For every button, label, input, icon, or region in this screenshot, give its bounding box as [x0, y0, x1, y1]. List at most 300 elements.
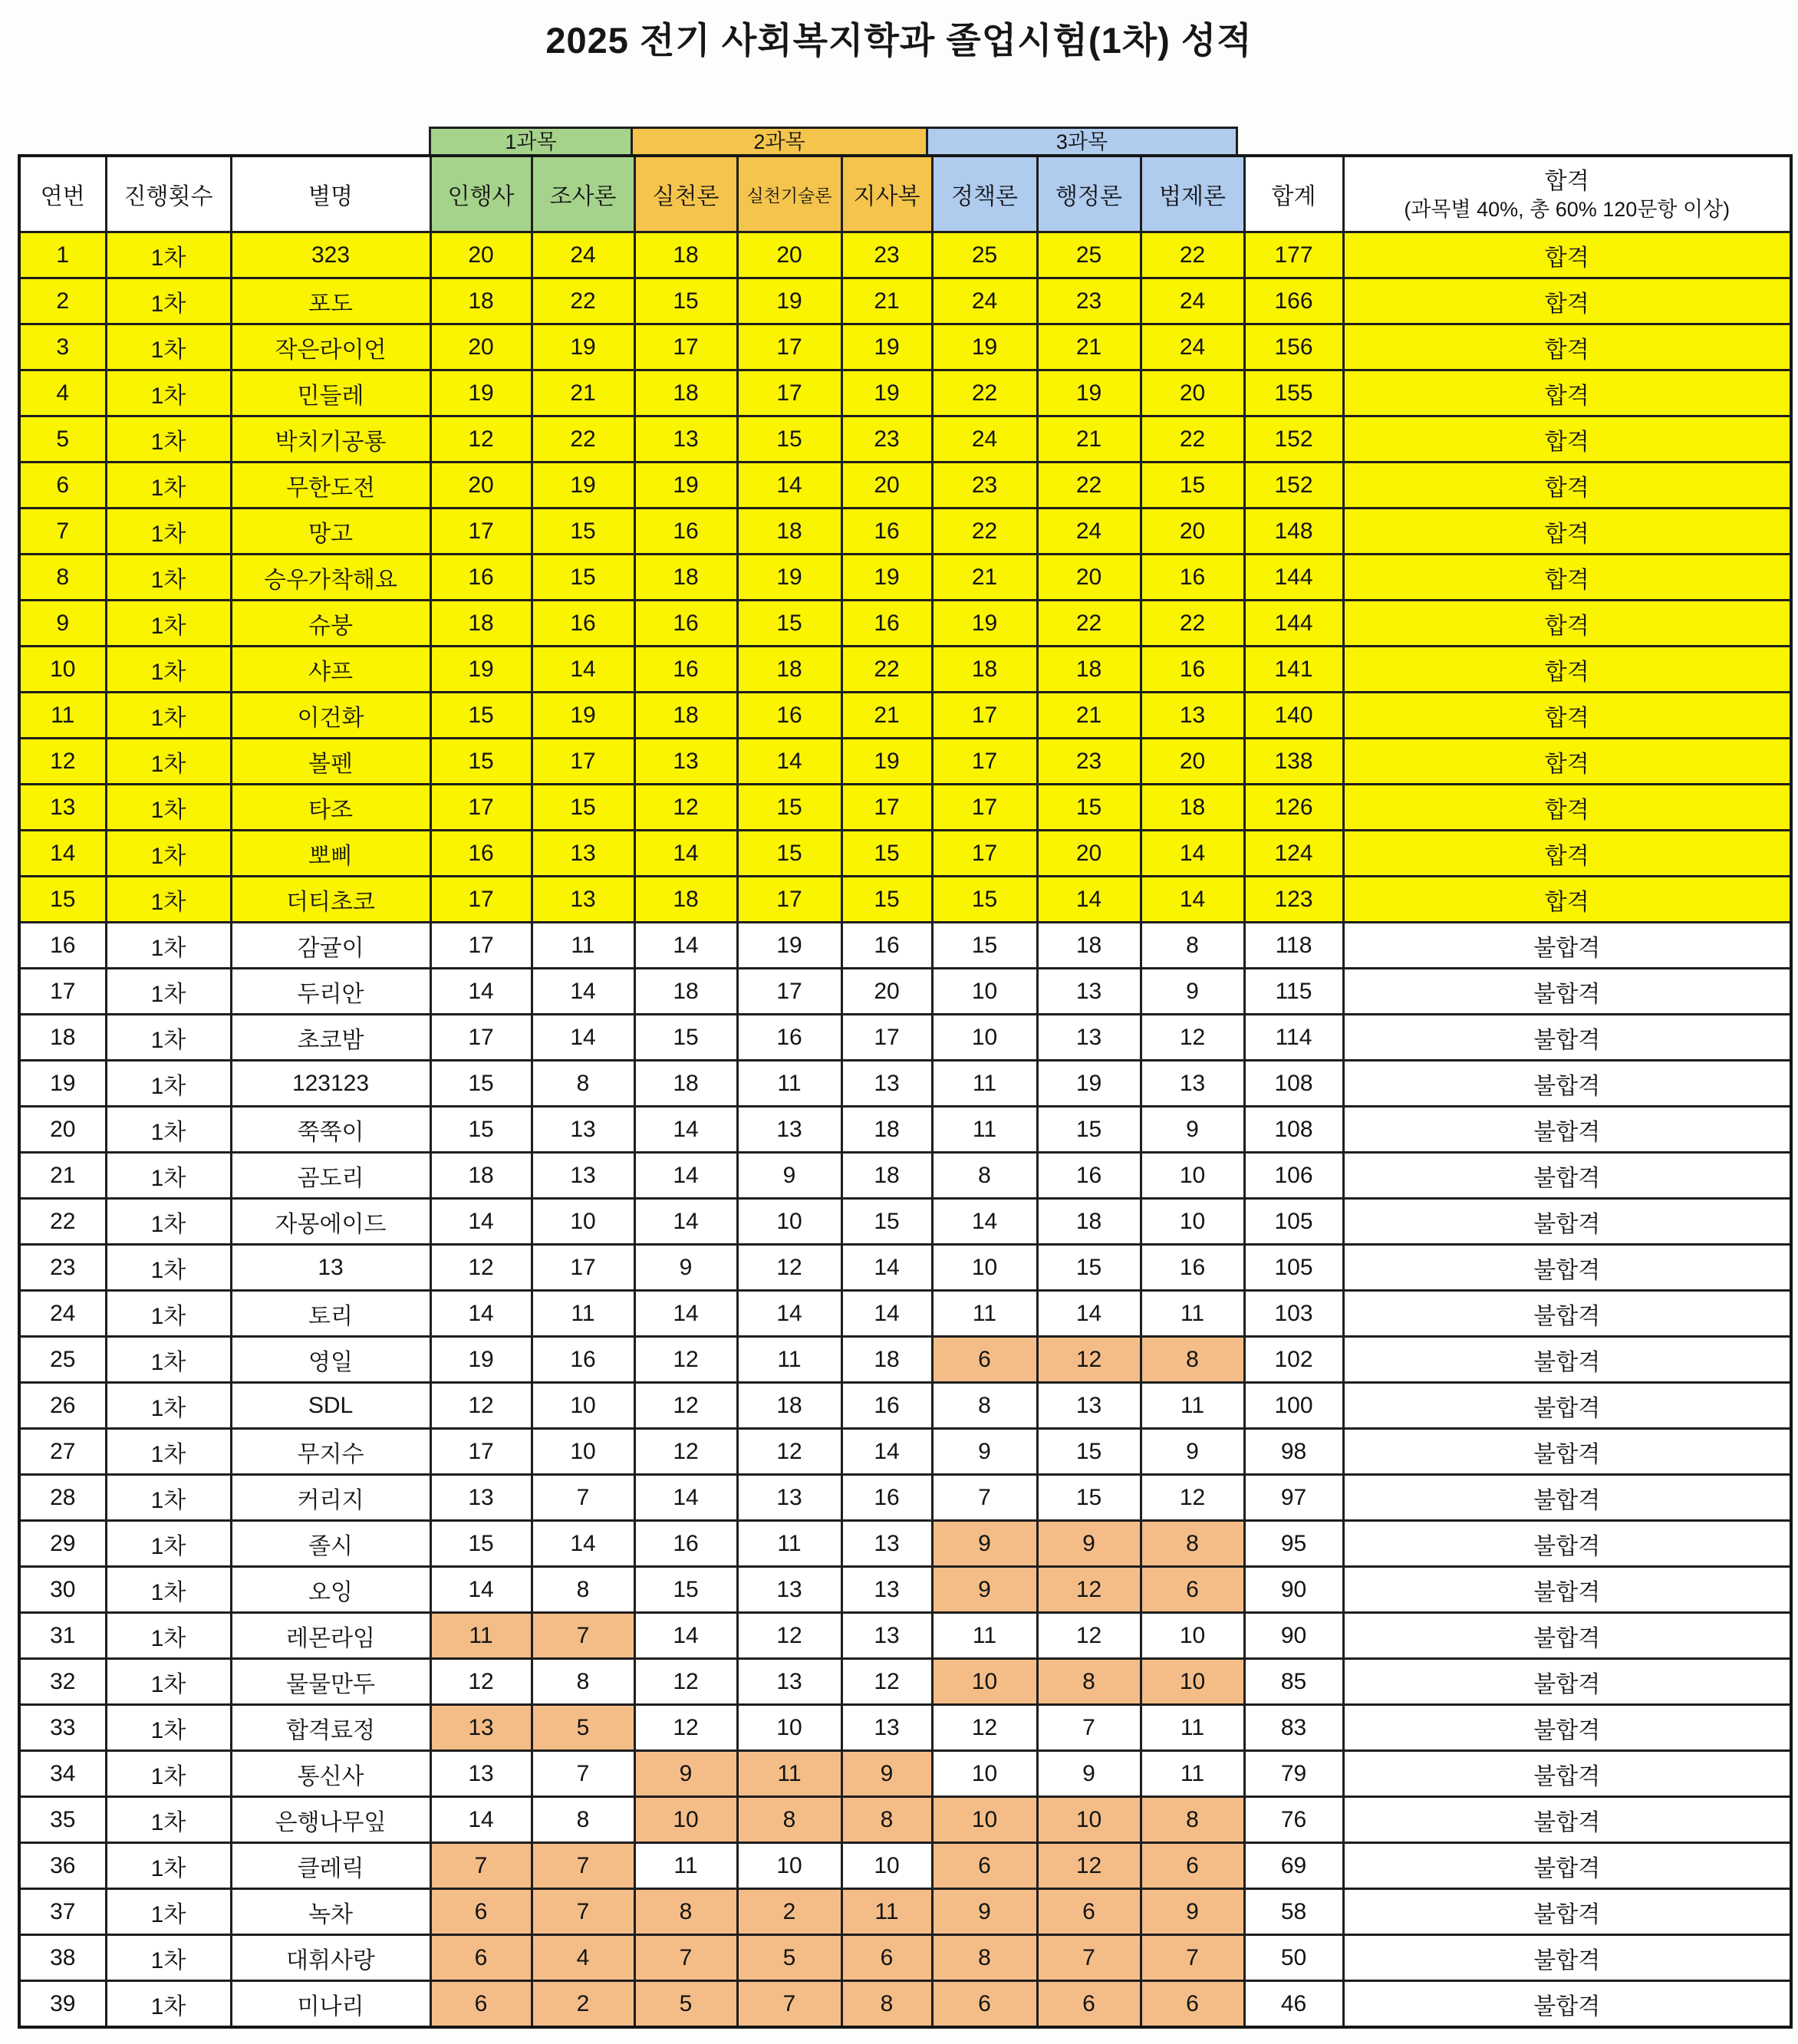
- total-cell: 106: [1244, 1153, 1343, 1199]
- result-cell: 합격: [1343, 647, 1791, 693]
- table-row: [19, 278, 1791, 324]
- serial-cell: 7: [19, 509, 106, 555]
- nickname-cell: 합격료정: [231, 1705, 430, 1751]
- score-cell-subj-4: 12: [737, 1429, 841, 1475]
- nickname-cell: 슈붕: [231, 601, 430, 647]
- table-row: [19, 1567, 1791, 1613]
- score-cell-subj-1: 14: [430, 969, 532, 1015]
- serial-cell: 34: [19, 1751, 106, 1797]
- score-cell-subj-1: 19: [430, 1337, 532, 1383]
- score-cell-subj-3: 12: [634, 1337, 737, 1383]
- column-header-subj-5: 지사복: [841, 156, 932, 232]
- round-cell: 1차: [106, 831, 231, 877]
- score-cell-subj-4: 13: [737, 1107, 841, 1153]
- score-cell-subj-2: 2: [532, 1981, 634, 2028]
- result-cell: 불합격: [1343, 1613, 1791, 1659]
- score-cell-subj-3: 10: [634, 1797, 737, 1843]
- total-cell: 102: [1244, 1337, 1343, 1383]
- round-cell: 1차: [106, 1153, 231, 1199]
- table-row: [19, 601, 1791, 647]
- score-cell-subj-2: 15: [532, 785, 634, 831]
- score-cell-subj-4: 15: [737, 416, 841, 462]
- round-cell: 1차: [106, 1199, 231, 1245]
- nickname-cell: 커리지: [231, 1475, 430, 1521]
- total-cell: 90: [1244, 1613, 1343, 1659]
- round-cell: 1차: [106, 509, 231, 555]
- score-cell-subj-7: 6: [1037, 1981, 1141, 2028]
- score-cell-subj-5: 14: [841, 1245, 932, 1291]
- score-cell-subj-6: 19: [932, 324, 1037, 370]
- score-cell-subj-2: 8: [532, 1797, 634, 1843]
- nickname-cell: 물물만두: [231, 1659, 430, 1705]
- score-cell-subj-4: 19: [737, 555, 841, 601]
- score-cell-subj-6: 8: [932, 1383, 1037, 1429]
- serial-cell: 18: [19, 1015, 106, 1061]
- band-spacer: [18, 127, 429, 154]
- score-cell-subj-5: 20: [841, 969, 932, 1015]
- serial-cell: 35: [19, 1797, 106, 1843]
- score-cell-subj-6: 10: [932, 1797, 1037, 1843]
- score-cell-subj-4: 10: [737, 1705, 841, 1751]
- score-cell-subj-5: 21: [841, 278, 932, 324]
- results-body: [19, 232, 1791, 2028]
- score-cell-subj-7: 12: [1037, 1613, 1141, 1659]
- nickname-cell: 승우가착해요: [231, 555, 430, 601]
- table-row: [19, 509, 1791, 555]
- nickname-cell: 무한도전: [231, 462, 430, 509]
- table-row: [19, 1797, 1791, 1843]
- score-cell-subj-6: 11: [932, 1291, 1037, 1337]
- score-cell-subj-4: 18: [737, 509, 841, 555]
- serial-cell: 26: [19, 1383, 106, 1429]
- score-cell-subj-6: 17: [932, 693, 1037, 739]
- total-cell: 140: [1244, 693, 1343, 739]
- table-row: [19, 693, 1791, 739]
- score-cell-subj-6: 18: [932, 647, 1037, 693]
- score-cell-subj-3: 15: [634, 1567, 737, 1613]
- result-cell: 합격: [1343, 877, 1791, 923]
- round-cell: 1차: [106, 1797, 231, 1843]
- serial-cell: 37: [19, 1889, 106, 1935]
- serial-cell: 10: [19, 647, 106, 693]
- score-cell-subj-5: 18: [841, 1107, 932, 1153]
- score-cell-subj-4: 15: [737, 831, 841, 877]
- total-cell: 105: [1244, 1199, 1343, 1245]
- score-cell-subj-6: 12: [932, 1705, 1037, 1751]
- score-cell-subj-1: 18: [430, 1153, 532, 1199]
- total-cell: 156: [1244, 324, 1343, 370]
- round-cell: 1차: [106, 1567, 231, 1613]
- score-cell-subj-8: 16: [1141, 647, 1244, 693]
- serial-cell: 4: [19, 370, 106, 416]
- score-cell-subj-7: 22: [1037, 462, 1141, 509]
- score-cell-subj-8: 6: [1141, 1981, 1244, 2028]
- score-cell-subj-5: 23: [841, 232, 932, 278]
- serial-cell: 11: [19, 693, 106, 739]
- score-cell-subj-3: 12: [634, 1383, 737, 1429]
- result-cell: 불합격: [1343, 1383, 1791, 1429]
- round-cell: 1차: [106, 416, 231, 462]
- result-cell: 합격: [1343, 370, 1791, 416]
- table-row: [19, 1061, 1791, 1107]
- score-cell-subj-1: 13: [430, 1475, 532, 1521]
- total-cell: 118: [1244, 923, 1343, 969]
- total-cell: 50: [1244, 1935, 1343, 1981]
- nickname-cell: 영일: [231, 1337, 430, 1383]
- result-cell: 합격: [1343, 232, 1791, 278]
- table-row: [19, 1291, 1791, 1337]
- table-row: [19, 416, 1791, 462]
- score-cell-subj-4: 11: [737, 1751, 841, 1797]
- result-cell: 합격: [1343, 509, 1791, 555]
- nickname-cell: 볼펜: [231, 739, 430, 785]
- score-cell-subj-5: 15: [841, 1199, 932, 1245]
- score-cell-subj-8: 8: [1141, 1521, 1244, 1567]
- nickname-cell: 초코밤: [231, 1015, 430, 1061]
- column-header-round: 진행횟수: [106, 156, 231, 232]
- score-cell-subj-8: 8: [1141, 923, 1244, 969]
- score-cell-subj-3: 11: [634, 1843, 737, 1889]
- score-cell-subj-3: 8: [634, 1889, 737, 1935]
- column-header-subj-8: 법제론: [1141, 156, 1244, 232]
- score-cell-subj-2: 14: [532, 1015, 634, 1061]
- round-cell: 1차: [106, 1521, 231, 1567]
- score-cell-subj-2: 13: [532, 877, 634, 923]
- table-row: [19, 1659, 1791, 1705]
- score-cell-subj-7: 12: [1037, 1843, 1141, 1889]
- nickname-cell: 졸시: [231, 1521, 430, 1567]
- score-cell-subj-2: 15: [532, 555, 634, 601]
- score-cell-subj-2: 10: [532, 1199, 634, 1245]
- score-cell-subj-5: 13: [841, 1613, 932, 1659]
- score-cell-subj-8: 22: [1141, 601, 1244, 647]
- total-cell: 108: [1244, 1061, 1343, 1107]
- table-row: [19, 1843, 1791, 1889]
- score-cell-subj-8: 11: [1141, 1705, 1244, 1751]
- nickname-cell: 민들레: [231, 370, 430, 416]
- round-cell: 1차: [106, 1475, 231, 1521]
- score-cell-subj-5: 14: [841, 1291, 932, 1337]
- subject-group-band: [18, 127, 1798, 154]
- score-cell-subj-7: 23: [1037, 739, 1141, 785]
- score-cell-subj-1: 12: [430, 1383, 532, 1429]
- total-cell: 124: [1244, 831, 1343, 877]
- result-cell: 불합격: [1343, 1935, 1791, 1981]
- table-row: [19, 324, 1791, 370]
- score-cell-subj-4: 15: [737, 601, 841, 647]
- total-cell: 166: [1244, 278, 1343, 324]
- score-cell-subj-3: 15: [634, 278, 737, 324]
- score-cell-subj-8: 7: [1141, 1935, 1244, 1981]
- result-cell: 합격: [1343, 278, 1791, 324]
- score-cell-subj-6: 10: [932, 1245, 1037, 1291]
- score-cell-subj-7: 9: [1037, 1521, 1141, 1567]
- score-cell-subj-4: 17: [737, 324, 841, 370]
- score-cell-subj-2: 19: [532, 462, 634, 509]
- table-row: [19, 1107, 1791, 1153]
- score-cell-subj-2: 16: [532, 601, 634, 647]
- result-cell: 불합격: [1343, 1015, 1791, 1061]
- column-header-no: 연번: [19, 156, 106, 232]
- table-row: [19, 969, 1791, 1015]
- score-cell-subj-3: 13: [634, 739, 737, 785]
- table-row: [19, 555, 1791, 601]
- score-cell-subj-8: 9: [1141, 1429, 1244, 1475]
- score-cell-subj-5: 6: [841, 1935, 932, 1981]
- round-cell: 1차: [106, 601, 231, 647]
- serial-cell: 36: [19, 1843, 106, 1889]
- nickname-cell: 녹차: [231, 1889, 430, 1935]
- score-cell-subj-4: 17: [737, 877, 841, 923]
- total-cell: 46: [1244, 1981, 1343, 2028]
- score-cell-subj-3: 14: [634, 1475, 737, 1521]
- serial-cell: 20: [19, 1107, 106, 1153]
- score-cell-subj-7: 8: [1037, 1659, 1141, 1705]
- score-cell-subj-7: 13: [1037, 1383, 1141, 1429]
- result-cell: 불합격: [1343, 1153, 1791, 1199]
- round-cell: 1차: [106, 1107, 231, 1153]
- total-cell: 105: [1244, 1245, 1343, 1291]
- total-cell: 152: [1244, 462, 1343, 509]
- nickname-cell: 감귤이: [231, 923, 430, 969]
- score-cell-subj-5: 23: [841, 416, 932, 462]
- score-cell-subj-2: 16: [532, 1337, 634, 1383]
- score-cell-subj-5: 19: [841, 739, 932, 785]
- score-cell-subj-1: 18: [430, 601, 532, 647]
- serial-cell: 22: [19, 1199, 106, 1245]
- total-cell: 115: [1244, 969, 1343, 1015]
- score-cell-subj-3: 18: [634, 877, 737, 923]
- score-cell-subj-3: 9: [634, 1245, 737, 1291]
- score-cell-subj-2: 8: [532, 1061, 634, 1107]
- round-cell: 1차: [106, 1981, 231, 2028]
- serial-cell: 5: [19, 416, 106, 462]
- score-cell-subj-7: 21: [1037, 693, 1141, 739]
- score-cell-subj-4: 19: [737, 278, 841, 324]
- serial-cell: 14: [19, 831, 106, 877]
- score-cell-subj-1: 13: [430, 1705, 532, 1751]
- score-cell-subj-7: 15: [1037, 1429, 1141, 1475]
- score-cell-subj-6: 6: [932, 1337, 1037, 1383]
- score-cell-subj-6: 24: [932, 416, 1037, 462]
- score-cell-subj-4: 2: [737, 1889, 841, 1935]
- total-cell: 58: [1244, 1889, 1343, 1935]
- score-cell-subj-2: 22: [532, 278, 634, 324]
- table-row: [19, 1751, 1791, 1797]
- score-cell-subj-8: 6: [1141, 1843, 1244, 1889]
- round-cell: 1차: [106, 1337, 231, 1383]
- table-row: [19, 1337, 1791, 1383]
- round-cell: 1차: [106, 1843, 231, 1889]
- score-cell-subj-1: 20: [430, 462, 532, 509]
- score-cell-subj-8: 10: [1141, 1199, 1244, 1245]
- score-cell-subj-2: 15: [532, 509, 634, 555]
- score-cell-subj-1: 15: [430, 739, 532, 785]
- score-cell-subj-5: 17: [841, 1015, 932, 1061]
- total-cell: 97: [1244, 1475, 1343, 1521]
- score-cell-subj-6: 10: [932, 1659, 1037, 1705]
- score-cell-subj-3: 9: [634, 1751, 737, 1797]
- score-cell-subj-4: 9: [737, 1153, 841, 1199]
- score-cell-subj-5: 17: [841, 785, 932, 831]
- total-cell: 79: [1244, 1751, 1343, 1797]
- score-cell-subj-7: 12: [1037, 1337, 1141, 1383]
- round-cell: 1차: [106, 1291, 231, 1337]
- table-row: [19, 785, 1791, 831]
- score-cell-subj-3: 18: [634, 555, 737, 601]
- score-cell-subj-2: 10: [532, 1383, 634, 1429]
- total-cell: 103: [1244, 1291, 1343, 1337]
- round-cell: 1차: [106, 647, 231, 693]
- nickname-cell: 작은라이언: [231, 324, 430, 370]
- score-cell-subj-5: 10: [841, 1843, 932, 1889]
- serial-cell: 31: [19, 1613, 106, 1659]
- score-cell-subj-4: 13: [737, 1567, 841, 1613]
- score-cell-subj-1: 6: [430, 1889, 532, 1935]
- score-cell-subj-1: 11: [430, 1613, 532, 1659]
- table-row: [19, 1429, 1791, 1475]
- serial-cell: 15: [19, 877, 106, 923]
- total-cell: 69: [1244, 1843, 1343, 1889]
- round-cell: 1차: [106, 1429, 231, 1475]
- column-header-subj-4: 실천기술론: [737, 156, 841, 232]
- score-cell-subj-4: 12: [737, 1245, 841, 1291]
- result-cell: 합격: [1343, 831, 1791, 877]
- serial-cell: 6: [19, 462, 106, 509]
- serial-cell: 1: [19, 232, 106, 278]
- score-cell-subj-4: 13: [737, 1475, 841, 1521]
- table-row: [19, 1705, 1791, 1751]
- table-row: [19, 1521, 1791, 1567]
- serial-cell: 8: [19, 555, 106, 601]
- score-cell-subj-3: 14: [634, 831, 737, 877]
- score-cell-subj-4: 17: [737, 370, 841, 416]
- total-cell: 148: [1244, 509, 1343, 555]
- result-cell: 불합격: [1343, 1521, 1791, 1567]
- score-cell-subj-1: 13: [430, 1751, 532, 1797]
- score-cell-subj-8: 12: [1141, 1015, 1244, 1061]
- score-cell-subj-7: 18: [1037, 647, 1141, 693]
- score-cell-subj-2: 19: [532, 324, 634, 370]
- score-cell-subj-1: 15: [430, 693, 532, 739]
- result-cell: 불합격: [1343, 1659, 1791, 1705]
- subject-group-3-header: 3과목: [926, 127, 1238, 154]
- score-cell-subj-1: 12: [430, 1659, 532, 1705]
- score-cell-subj-3: 14: [634, 1199, 737, 1245]
- round-cell: 1차: [106, 1705, 231, 1751]
- score-cell-subj-3: 16: [634, 601, 737, 647]
- table-row: [19, 647, 1791, 693]
- total-cell: 76: [1244, 1797, 1343, 1843]
- score-cell-subj-8: 22: [1141, 232, 1244, 278]
- round-cell: 1차: [106, 693, 231, 739]
- score-cell-subj-7: 23: [1037, 278, 1141, 324]
- score-cell-subj-2: 7: [532, 1613, 634, 1659]
- score-cell-subj-8: 9: [1141, 1107, 1244, 1153]
- serial-cell: 3: [19, 324, 106, 370]
- total-cell: 177: [1244, 232, 1343, 278]
- score-cell-subj-4: 14: [737, 462, 841, 509]
- score-cell-subj-6: 17: [932, 831, 1037, 877]
- score-cell-subj-5: 21: [841, 693, 932, 739]
- nickname-cell: 통신사: [231, 1751, 430, 1797]
- score-cell-subj-7: 18: [1037, 923, 1141, 969]
- serial-cell: 2: [19, 278, 106, 324]
- score-cell-subj-1: 20: [430, 232, 532, 278]
- score-cell-subj-1: 14: [430, 1797, 532, 1843]
- nickname-cell: 뽀삐: [231, 831, 430, 877]
- score-cell-subj-5: 13: [841, 1521, 932, 1567]
- score-cell-subj-2: 5: [532, 1705, 634, 1751]
- score-cell-subj-5: 18: [841, 1337, 932, 1383]
- score-cell-subj-8: 6: [1141, 1567, 1244, 1613]
- column-header-pass: [1343, 156, 1791, 232]
- table-row: [19, 1245, 1791, 1291]
- score-cell-subj-5: 14: [841, 1429, 932, 1475]
- total-cell: 141: [1244, 647, 1343, 693]
- score-cell-subj-1: 17: [430, 785, 532, 831]
- score-cell-subj-7: 10: [1037, 1797, 1141, 1843]
- score-cell-subj-2: 7: [532, 1843, 634, 1889]
- score-cell-subj-6: 25: [932, 232, 1037, 278]
- nickname-cell: 무지수: [231, 1429, 430, 1475]
- result-cell: 불합격: [1343, 1107, 1791, 1153]
- total-cell: 95: [1244, 1521, 1343, 1567]
- nickname-cell: 13: [231, 1245, 430, 1291]
- total-cell: 126: [1244, 785, 1343, 831]
- score-cell-subj-8: 9: [1141, 1889, 1244, 1935]
- total-cell: 138: [1244, 739, 1343, 785]
- score-cell-subj-8: 8: [1141, 1797, 1244, 1843]
- round-cell: 1차: [106, 232, 231, 278]
- score-cell-subj-7: 6: [1037, 1889, 1141, 1935]
- score-cell-subj-6: 9: [932, 1889, 1037, 1935]
- total-cell: 114: [1244, 1015, 1343, 1061]
- score-cell-subj-5: 16: [841, 923, 932, 969]
- score-cell-subj-4: 17: [737, 969, 841, 1015]
- score-cell-subj-3: 14: [634, 923, 737, 969]
- table-row: [19, 462, 1791, 509]
- total-cell: 108: [1244, 1107, 1343, 1153]
- score-cell-subj-6: 24: [932, 278, 1037, 324]
- score-cell-subj-5: 13: [841, 1705, 932, 1751]
- score-cell-subj-2: 13: [532, 1153, 634, 1199]
- result-cell: 불합격: [1343, 1705, 1791, 1751]
- score-cell-subj-1: 15: [430, 1107, 532, 1153]
- round-cell: 1차: [106, 462, 231, 509]
- round-cell: 1차: [106, 1383, 231, 1429]
- score-cell-subj-8: 13: [1141, 693, 1244, 739]
- score-cell-subj-8: 11: [1141, 1751, 1244, 1797]
- header-row: [19, 156, 1791, 232]
- column-header-subj-3: 실천론: [634, 156, 737, 232]
- score-cell-subj-3: 17: [634, 324, 737, 370]
- nickname-cell: 더티초코: [231, 877, 430, 923]
- nickname-cell: 샤프: [231, 647, 430, 693]
- serial-cell: 33: [19, 1705, 106, 1751]
- nickname-cell: 망고: [231, 509, 430, 555]
- nickname-cell: 박치기공룡: [231, 416, 430, 462]
- nickname-cell: 123123: [231, 1061, 430, 1107]
- score-cell-subj-1: 12: [430, 416, 532, 462]
- score-cell-subj-7: 20: [1037, 831, 1141, 877]
- result-cell: 불합격: [1343, 1751, 1791, 1797]
- result-cell: 합격: [1343, 462, 1791, 509]
- score-cell-subj-6: 10: [932, 1751, 1037, 1797]
- score-cell-subj-2: 13: [532, 1107, 634, 1153]
- pass-header-title: 합격: [1544, 168, 1589, 194]
- score-cell-subj-3: 18: [634, 969, 737, 1015]
